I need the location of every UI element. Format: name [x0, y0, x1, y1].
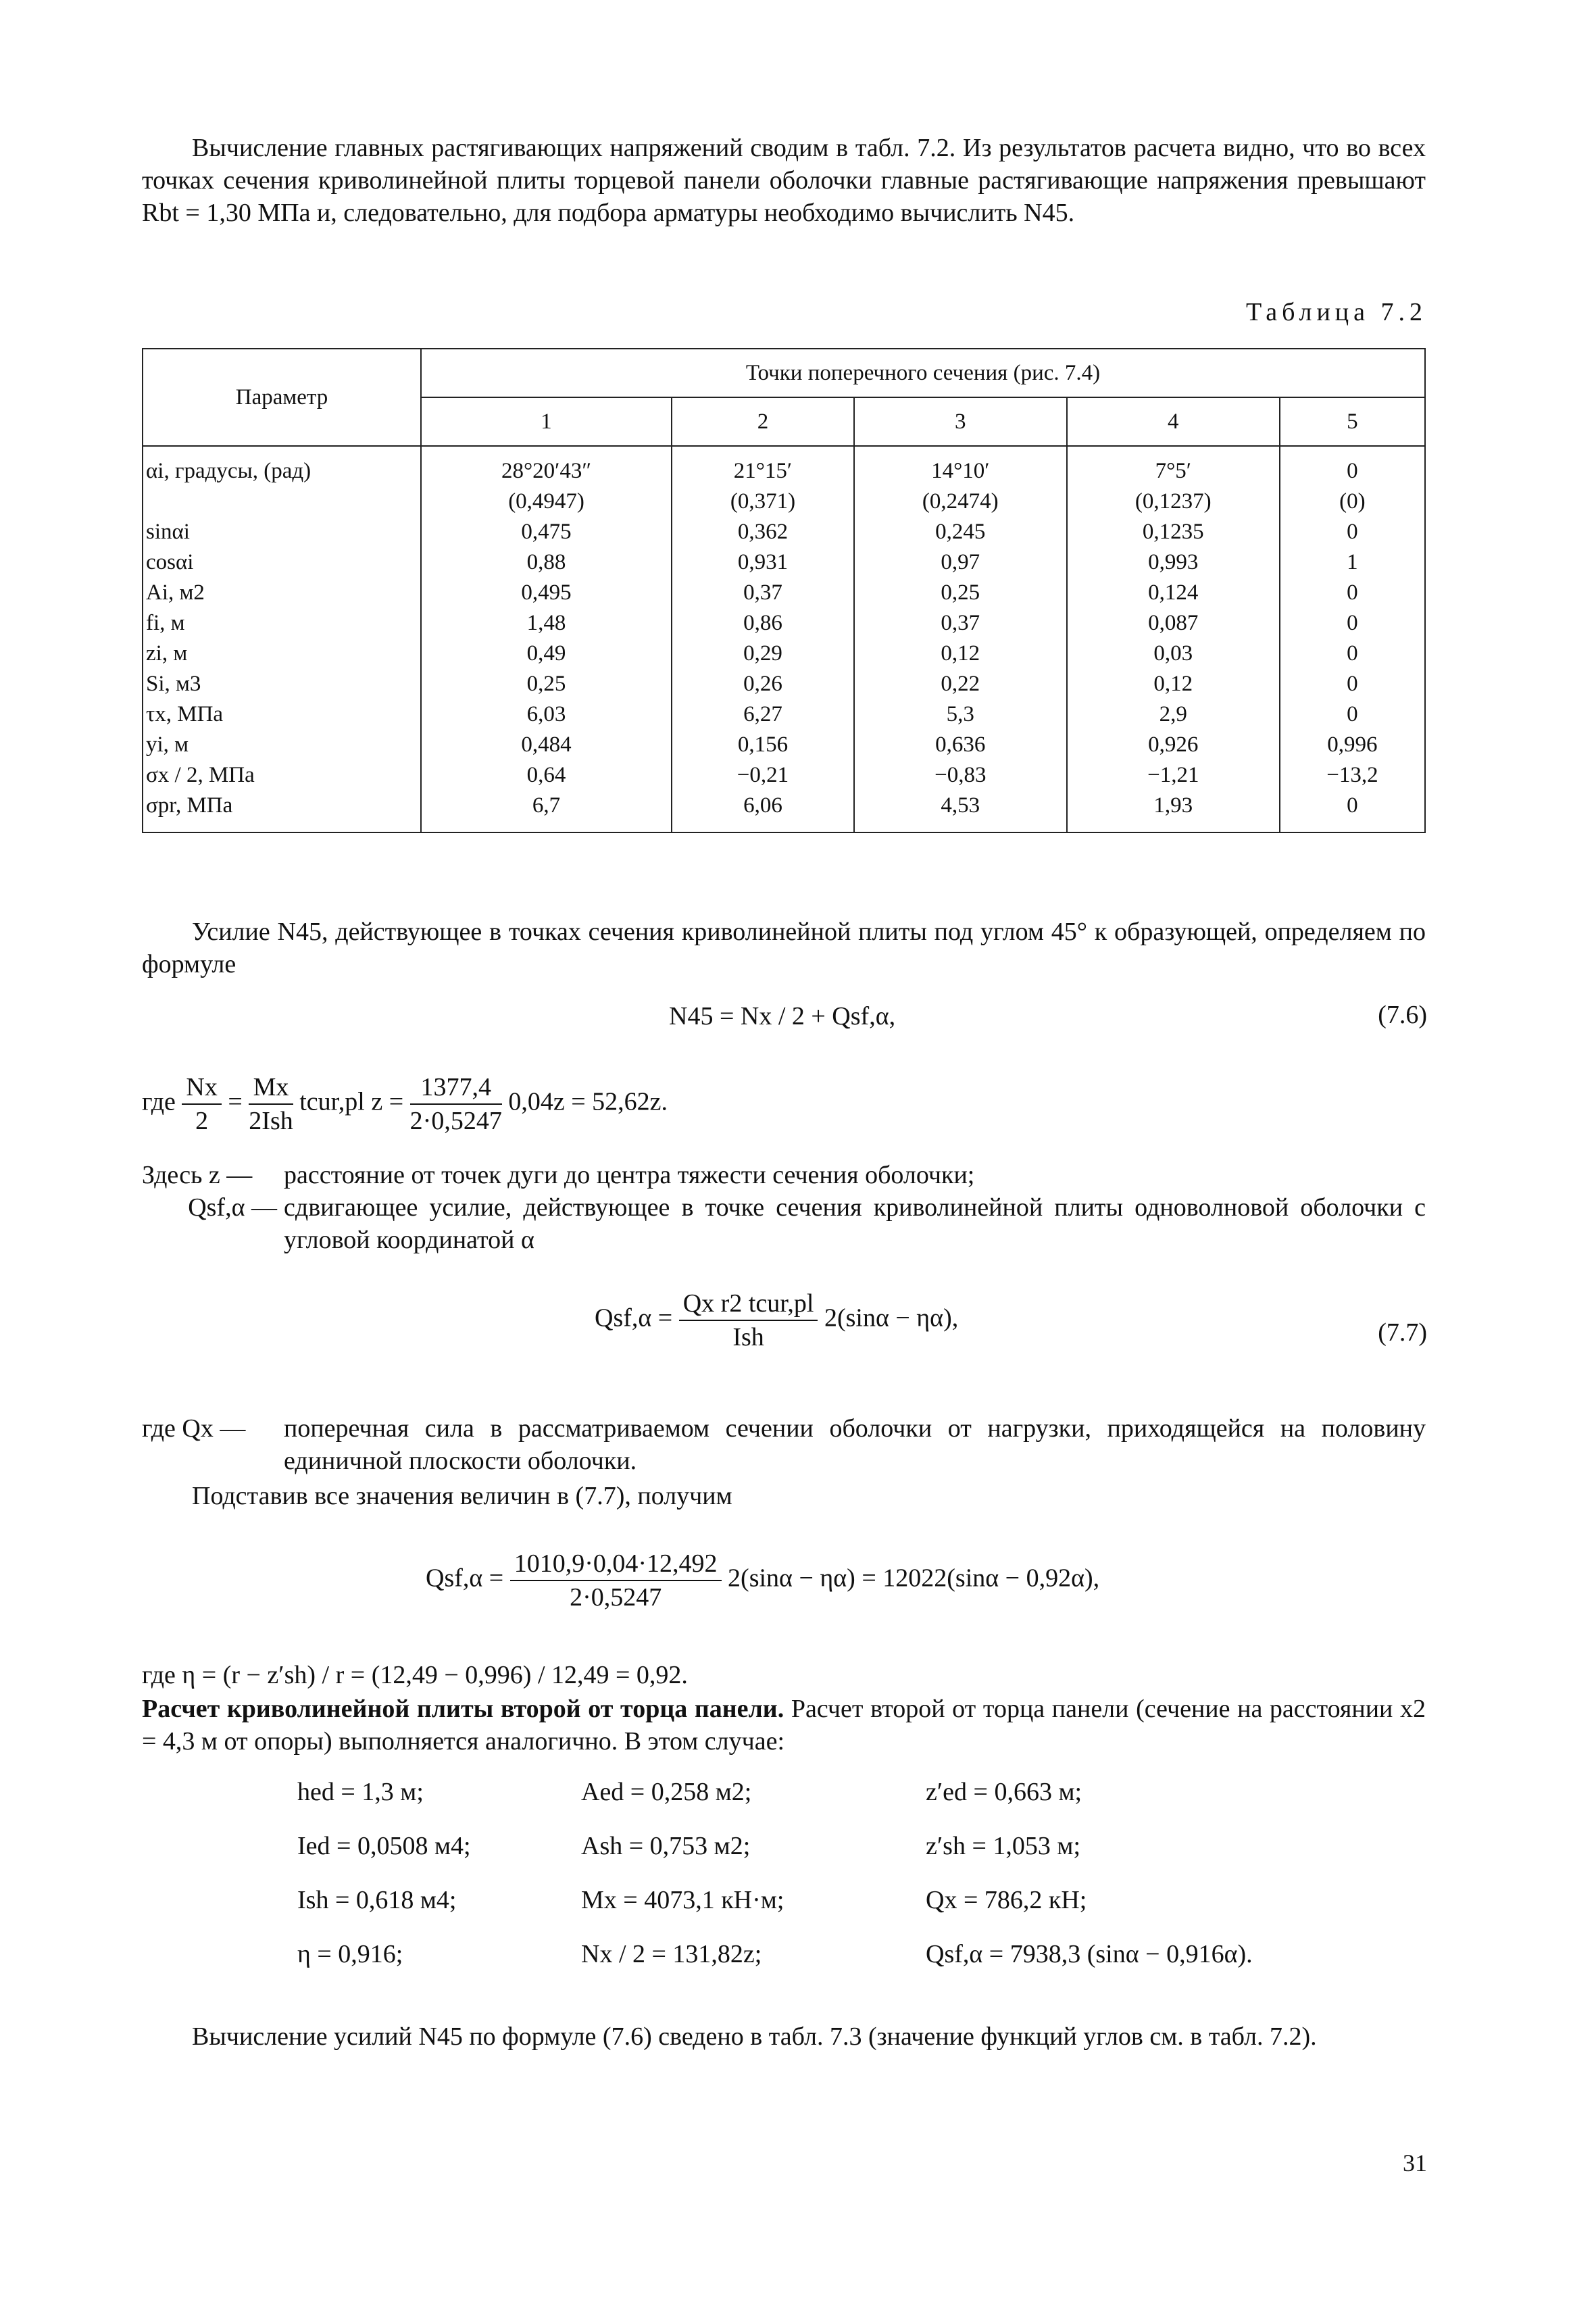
- param-cell: yi, м: [143, 730, 421, 760]
- value-cell: 0,88: [421, 547, 672, 578]
- where-qx: [142, 1412, 1426, 1477]
- where-tail: 0,04z = 52,62z.: [508, 1087, 668, 1116]
- point-number-header: 2: [672, 397, 854, 446]
- value-cell: 0,1235: [1067, 517, 1280, 547]
- definition-qsf: [142, 1191, 1426, 1256]
- table-row: [143, 487, 1425, 517]
- value-cell: 0: [1280, 608, 1425, 639]
- definition-z: [142, 1159, 1426, 1191]
- value-cell: 1,48: [421, 608, 672, 639]
- param-cell: σpr, МПа: [143, 791, 421, 832]
- section-paragraph: [142, 1693, 1426, 1758]
- param-cell: Si, м3: [143, 669, 421, 699]
- formula-7-6: N45 = Nx / 2 + Qsf,α,: [669, 1002, 896, 1030]
- substituting-paragraph: Подставив все значения величин в (7.7), получим: [192, 1482, 732, 1510]
- value-cell: Mx = 4073,1 кН·м;: [581, 1886, 784, 1914]
- value-cell: (0,1237): [1067, 487, 1280, 517]
- value-cell: 1: [1280, 547, 1425, 578]
- fraction-numerator: Nx: [182, 1071, 221, 1105]
- value-cell: 0,26: [672, 669, 854, 699]
- fraction-numerator: 1377,4: [410, 1071, 502, 1105]
- definition-text: поперечная сила в рассматриваемом сечении оболочки от нагрузки, приходящейся на половину единичной плоскости оболочки.: [284, 1414, 1426, 1475]
- table-row: [143, 760, 1425, 791]
- value-cell: 0,156: [672, 730, 854, 760]
- value-cell: 5,3: [854, 699, 1067, 730]
- value-cell: 0,86: [672, 608, 854, 639]
- value-cell: 0,22: [854, 669, 1067, 699]
- fraction-denominator: 2·0,5247: [570, 1583, 662, 1612]
- value-cell: 0,087: [1067, 608, 1280, 639]
- fraction-numerator: Qx r2 tcur,pl: [679, 1287, 818, 1321]
- value-cell: Nx / 2 = 131,82z;: [581, 1940, 762, 1968]
- point-number-header: 3: [854, 397, 1067, 446]
- table-row: [143, 730, 1425, 760]
- value-cell: −1,21: [1067, 760, 1280, 791]
- value-cell: (0,2474): [854, 487, 1067, 517]
- table-row: [143, 608, 1425, 639]
- value-cell: z′sh = 1,053 м;: [926, 1832, 1081, 1860]
- where-mid: tcur,pl z =: [299, 1087, 404, 1116]
- value-cell: 6,27: [672, 699, 854, 730]
- value-cell: 6,06: [672, 791, 854, 832]
- value-cell: 0,12: [854, 639, 1067, 669]
- value-cell: (0,371): [672, 487, 854, 517]
- table-body: [143, 446, 1425, 832]
- definitions-list: [142, 1159, 1426, 1256]
- value-cell: −0,21: [672, 760, 854, 791]
- value-cell: Ash = 0,753 м2;: [581, 1832, 751, 1860]
- param-cell: zi, м: [143, 639, 421, 669]
- definition-symbol: Здесь z —: [142, 1161, 253, 1189]
- value-cell: 0,25: [854, 578, 1067, 608]
- value-cell: 0: [1280, 517, 1425, 547]
- table-row: [143, 791, 1425, 832]
- value-cell: 2,9: [1067, 699, 1280, 730]
- value-cell: Qsf,α = 7938,3 (sinα − 0,916α).: [926, 1940, 1253, 1968]
- formula-7-6-number: (7.6): [1378, 1001, 1427, 1029]
- value-cell: 0,636: [854, 730, 1067, 760]
- fraction-denominator: Ish: [732, 1323, 764, 1351]
- point-number-header: 4: [1067, 397, 1280, 446]
- value-cell: 0,49: [421, 639, 672, 669]
- value-cell: 0,64: [421, 760, 672, 791]
- value-cell: Qx = 786,2 кН;: [926, 1886, 1087, 1914]
- param-header: Параметр: [143, 349, 421, 446]
- param-cell: Ai, м2: [143, 578, 421, 608]
- fraction: [679, 1287, 818, 1353]
- formula-tail: 2(sinα − ηα),: [824, 1303, 959, 1333]
- fraction-denominator: 2·0,5247: [409, 1107, 502, 1135]
- fraction-numerator: Mx: [249, 1071, 293, 1105]
- value-cell: 0,03: [1067, 639, 1280, 669]
- fraction: [510, 1547, 722, 1614]
- value-cell: 0: [1280, 578, 1425, 608]
- value-cell: 0,931: [672, 547, 854, 578]
- value-cell: 6,7: [421, 791, 672, 832]
- intro-paragraph: Вычисление главных растягивающих напряжений сводим в табл. 7.2. Из результатов расчета видно, что во всех точках сечения криволинейной плиты торцевой панели оболочки главные растягивающие напряжения превышают Rbt = 1,30 МПа и, следовательно, для подбора арматуры необходимо вычислить N45.: [142, 134, 1426, 227]
- section-heading: Расчет криволинейной плиты второй от торца панели.: [142, 1695, 784, 1723]
- value-cell: 4,53: [854, 791, 1067, 832]
- value-cell: 0,97: [854, 547, 1067, 578]
- param-cell: [143, 487, 421, 517]
- table-row: [143, 517, 1425, 547]
- value-cell: 0,484: [421, 730, 672, 760]
- definition-symbol: Qsf,α —: [188, 1193, 277, 1222]
- value-cell: 0,495: [421, 578, 672, 608]
- value-cell: (0,4947): [421, 487, 672, 517]
- value-cell: 0: [1280, 791, 1425, 832]
- formula-lhs: Qsf,α =: [595, 1303, 673, 1333]
- fraction-nx: [182, 1071, 221, 1137]
- where-nx-formula: где $\frac{Nx}{2}$ = $\frac{Mx}{\text{2Ish}}$ tcur,pl z = $\frac{1377,4}{2\cdot 0,5247}$ 0,04z = 52,62z.: [142, 1071, 668, 1137]
- fraction-denominator: 2: [195, 1107, 209, 1135]
- value-cell: 0,37: [854, 608, 1067, 639]
- value-cell: 0,926: [1067, 730, 1280, 760]
- table-row: [143, 699, 1425, 730]
- definition-text: расстояние от точек дуги до центра тяжести сечения оболочки;: [284, 1161, 975, 1189]
- value-cell: 0,475: [421, 517, 672, 547]
- value-cell: 0: [1280, 669, 1425, 699]
- definition-text: сдвигающее усилие, действующее в точке сечения криволинейной плиты одноволновой оболочки с угловой координатой α: [284, 1193, 1426, 1254]
- value-cell: 0,124: [1067, 578, 1280, 608]
- formula-tail: 2(sinα − ηα) = 12022(sinα − 0,92α),: [728, 1564, 1100, 1593]
- formula-7-7-number: (7.7): [1378, 1318, 1427, 1347]
- value-cell: 0,993: [1067, 547, 1280, 578]
- value-cell: 0,12: [1067, 669, 1280, 699]
- value-cell: 28°20′43″: [421, 446, 672, 487]
- value-cell: 14°10′: [854, 446, 1067, 487]
- value-cell: 0: [1280, 446, 1425, 487]
- table-row: [143, 669, 1425, 699]
- formula-7-7: [595, 1287, 958, 1353]
- page-number: 31: [1403, 2149, 1427, 2176]
- param-cell: σx / 2, МПа: [143, 760, 421, 791]
- force-paragraph: Усилие N45, действующее в точках сечения криволинейной плиты под углом 45° к образующей, определяем по формуле: [142, 918, 1426, 978]
- value-cell: 0,37: [672, 578, 854, 608]
- value-cell: 0: [1280, 639, 1425, 669]
- param-cell: sinαi: [143, 517, 421, 547]
- table-row: [143, 547, 1425, 578]
- definition-symbol: где Qx —: [142, 1414, 246, 1443]
- table-row: [143, 578, 1425, 608]
- param-cell: fi, м: [143, 608, 421, 639]
- points-header: Точки поперечного сечения (рис. 7.4): [421, 349, 1425, 397]
- value-cell: 21°15′: [672, 446, 854, 487]
- value-cell: 0,245: [854, 517, 1067, 547]
- table-caption: Таблица 7.2: [1245, 298, 1427, 326]
- table-7-2: [142, 348, 1426, 833]
- formula-lhs: Qsf,α =: [426, 1564, 504, 1593]
- point-number-header: 1: [421, 397, 672, 446]
- formula-numeric: [426, 1547, 1099, 1614]
- value-cell: 7°5′: [1067, 446, 1280, 487]
- fraction-mx: [249, 1071, 293, 1137]
- value-cell: −0,83: [854, 760, 1067, 791]
- fraction-numeric: [410, 1071, 502, 1137]
- point-number-header: 5: [1280, 397, 1425, 446]
- definition-qx: [142, 1412, 1426, 1477]
- value-cell: 6,03: [421, 699, 672, 730]
- value-cell: 0,362: [672, 517, 854, 547]
- value-cell: η = 0,916;: [297, 1940, 403, 1968]
- value-cell: 0,29: [672, 639, 854, 669]
- value-cell: Ish = 0,618 м4;: [297, 1886, 457, 1914]
- value-cell: z′ed = 0,663 м;: [926, 1778, 1082, 1806]
- value-cell: 0,996: [1280, 730, 1425, 760]
- param-cell: cosαi: [143, 547, 421, 578]
- table-row: [143, 639, 1425, 669]
- value-cell: (0): [1280, 487, 1425, 517]
- where-lead: где: [142, 1087, 176, 1116]
- final-paragraph: Вычисление усилий N45 по формуле (7.6) сведено в табл. 7.3 (значение функций углов см. в табл. 7.2).: [192, 2022, 1317, 2051]
- eta-line: где η = (r − z′sh) / r = (12,49 − 0,996) / 12,49 = 0,92.: [142, 1661, 688, 1689]
- param-cell: αi, градусы, (рад): [143, 446, 421, 487]
- value-cell: −13,2: [1280, 760, 1425, 791]
- fraction-numerator: 1010,9·0,04·12,492: [510, 1547, 722, 1581]
- fraction-denominator: 2Ish: [249, 1107, 293, 1135]
- param-cell: τx, МПа: [143, 699, 421, 730]
- value-cell: hed = 1,3 м;: [297, 1778, 424, 1806]
- section-text: Расчет второй от торца панели (сечение на расстоянии x2 = 4,3 м от опоры) выполняется аналогично. В этом случае:: [142, 1695, 1426, 1756]
- table-row: [143, 446, 1425, 487]
- value-cell: Aed = 0,258 м2;: [581, 1778, 752, 1806]
- value-cell: 0,25: [421, 669, 672, 699]
- value-cell: 0: [1280, 699, 1425, 730]
- value-cell: 1,93: [1067, 791, 1280, 832]
- value-cell: Ied = 0,0508 м4;: [297, 1832, 471, 1860]
